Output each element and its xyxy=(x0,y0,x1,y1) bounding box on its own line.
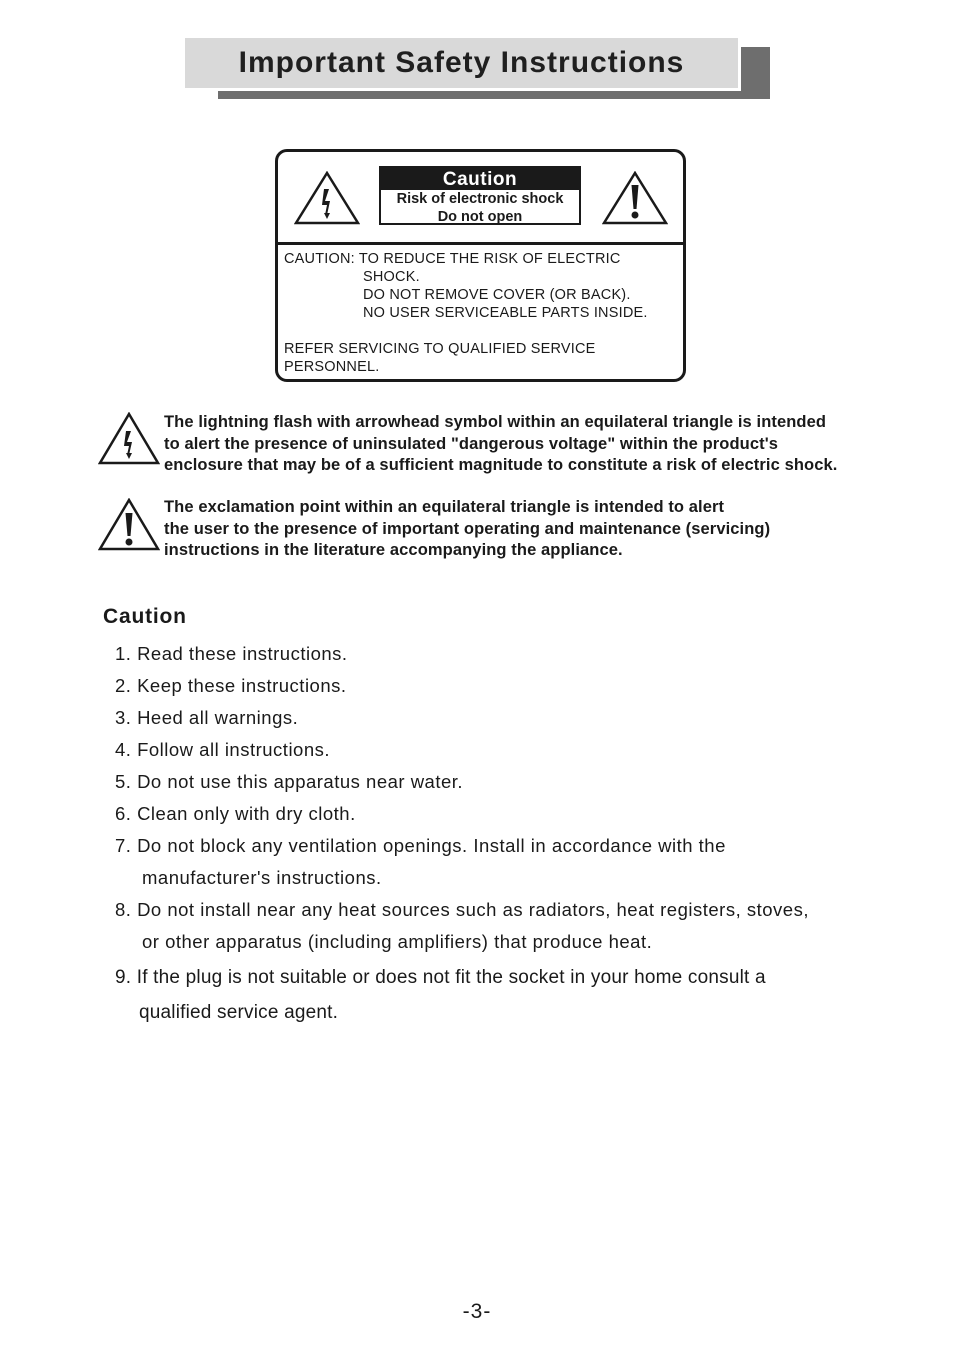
caution-label-body xyxy=(284,250,679,376)
list-item: 7. Do not block any ventilation openings. Install in accordance with the manufacturer's instructions. xyxy=(115,835,726,888)
lightning-text-line: enclosure that may be of a sufficient magnitude to constitute a risk of electric shock. xyxy=(164,456,838,474)
list-item: 4. Follow all instructions. xyxy=(115,739,331,760)
label-body-line: REFER SERVICING TO QUALIFIED SERVICE xyxy=(284,341,596,357)
caution-label-header xyxy=(278,152,683,242)
list-item: 5. Do not use this apparatus near water. xyxy=(115,771,464,792)
lightning-symbol-explanation xyxy=(98,412,878,478)
label-body-line: DO NOT REMOVE COVER (OR BACK). xyxy=(363,287,631,303)
caution-label-box xyxy=(275,149,686,382)
caution-heading: Caution xyxy=(381,168,579,190)
page-title: Important Safety Instructions xyxy=(238,46,685,79)
exclamation-text-line: the user to the presence of important operating and maintenance (servicing) xyxy=(164,519,771,538)
label-body-line: CAUTION: TO REDUCE THE RISK OF ELECTRIC xyxy=(284,251,621,267)
exclamation-warning-icon xyxy=(602,171,668,225)
caution-center-panel xyxy=(379,166,581,225)
lightning-symbol-text xyxy=(164,412,884,477)
list-item: 3. Heed all warnings. xyxy=(115,707,299,728)
caution-open-line: Do not open xyxy=(437,209,523,225)
exclamation-text-line: instructions in the literature accompanying the appliance. xyxy=(164,541,623,559)
list-item: 9. If the plug is not suitable or does not fit the socket in your home consult a qualified service agent. xyxy=(115,967,766,1023)
list-item: 6. Clean only with dry cloth. xyxy=(115,803,356,824)
exclamation-symbol-explanation xyxy=(98,497,878,563)
label-body-line: SHOCK. xyxy=(363,269,420,285)
list-item: 1. Read these instructions. xyxy=(115,643,348,664)
lightning-warning-icon xyxy=(294,171,360,225)
list-item: 2. Keep these instructions. xyxy=(115,675,347,696)
lightning-text-line: to alert the presence of uninsulated "dangerous voltage" within the product's xyxy=(164,434,779,453)
lightning-warning-icon xyxy=(98,412,160,466)
caution-risk-line: Risk of electronic shock xyxy=(396,191,564,207)
caution-label-divider xyxy=(278,242,683,245)
caution-section-title: Caution xyxy=(103,605,187,628)
title-banner xyxy=(185,38,741,91)
caution-list xyxy=(115,638,875,1030)
page-number: -3- xyxy=(462,1300,492,1323)
exclamation-warning-icon xyxy=(98,498,160,552)
exclamation-text-line: The exclamation point within an equilateral triangle is intended to alert xyxy=(164,498,725,516)
list-item: 8. Do not install near any heat sources such as radiators, heat registers, stoves, or other apparatus (including amplifiers) that produce heat. xyxy=(115,899,809,952)
lightning-text-line: The lightning flash with arrowhead symbol within an equilateral triangle is intended xyxy=(164,413,827,431)
label-body-line: NO USER SERVICEABLE PARTS INSIDE. xyxy=(363,305,648,321)
exclamation-symbol-text xyxy=(164,497,884,562)
label-body-spacer xyxy=(284,322,679,340)
label-body-line: PERSONNEL. xyxy=(284,359,380,375)
